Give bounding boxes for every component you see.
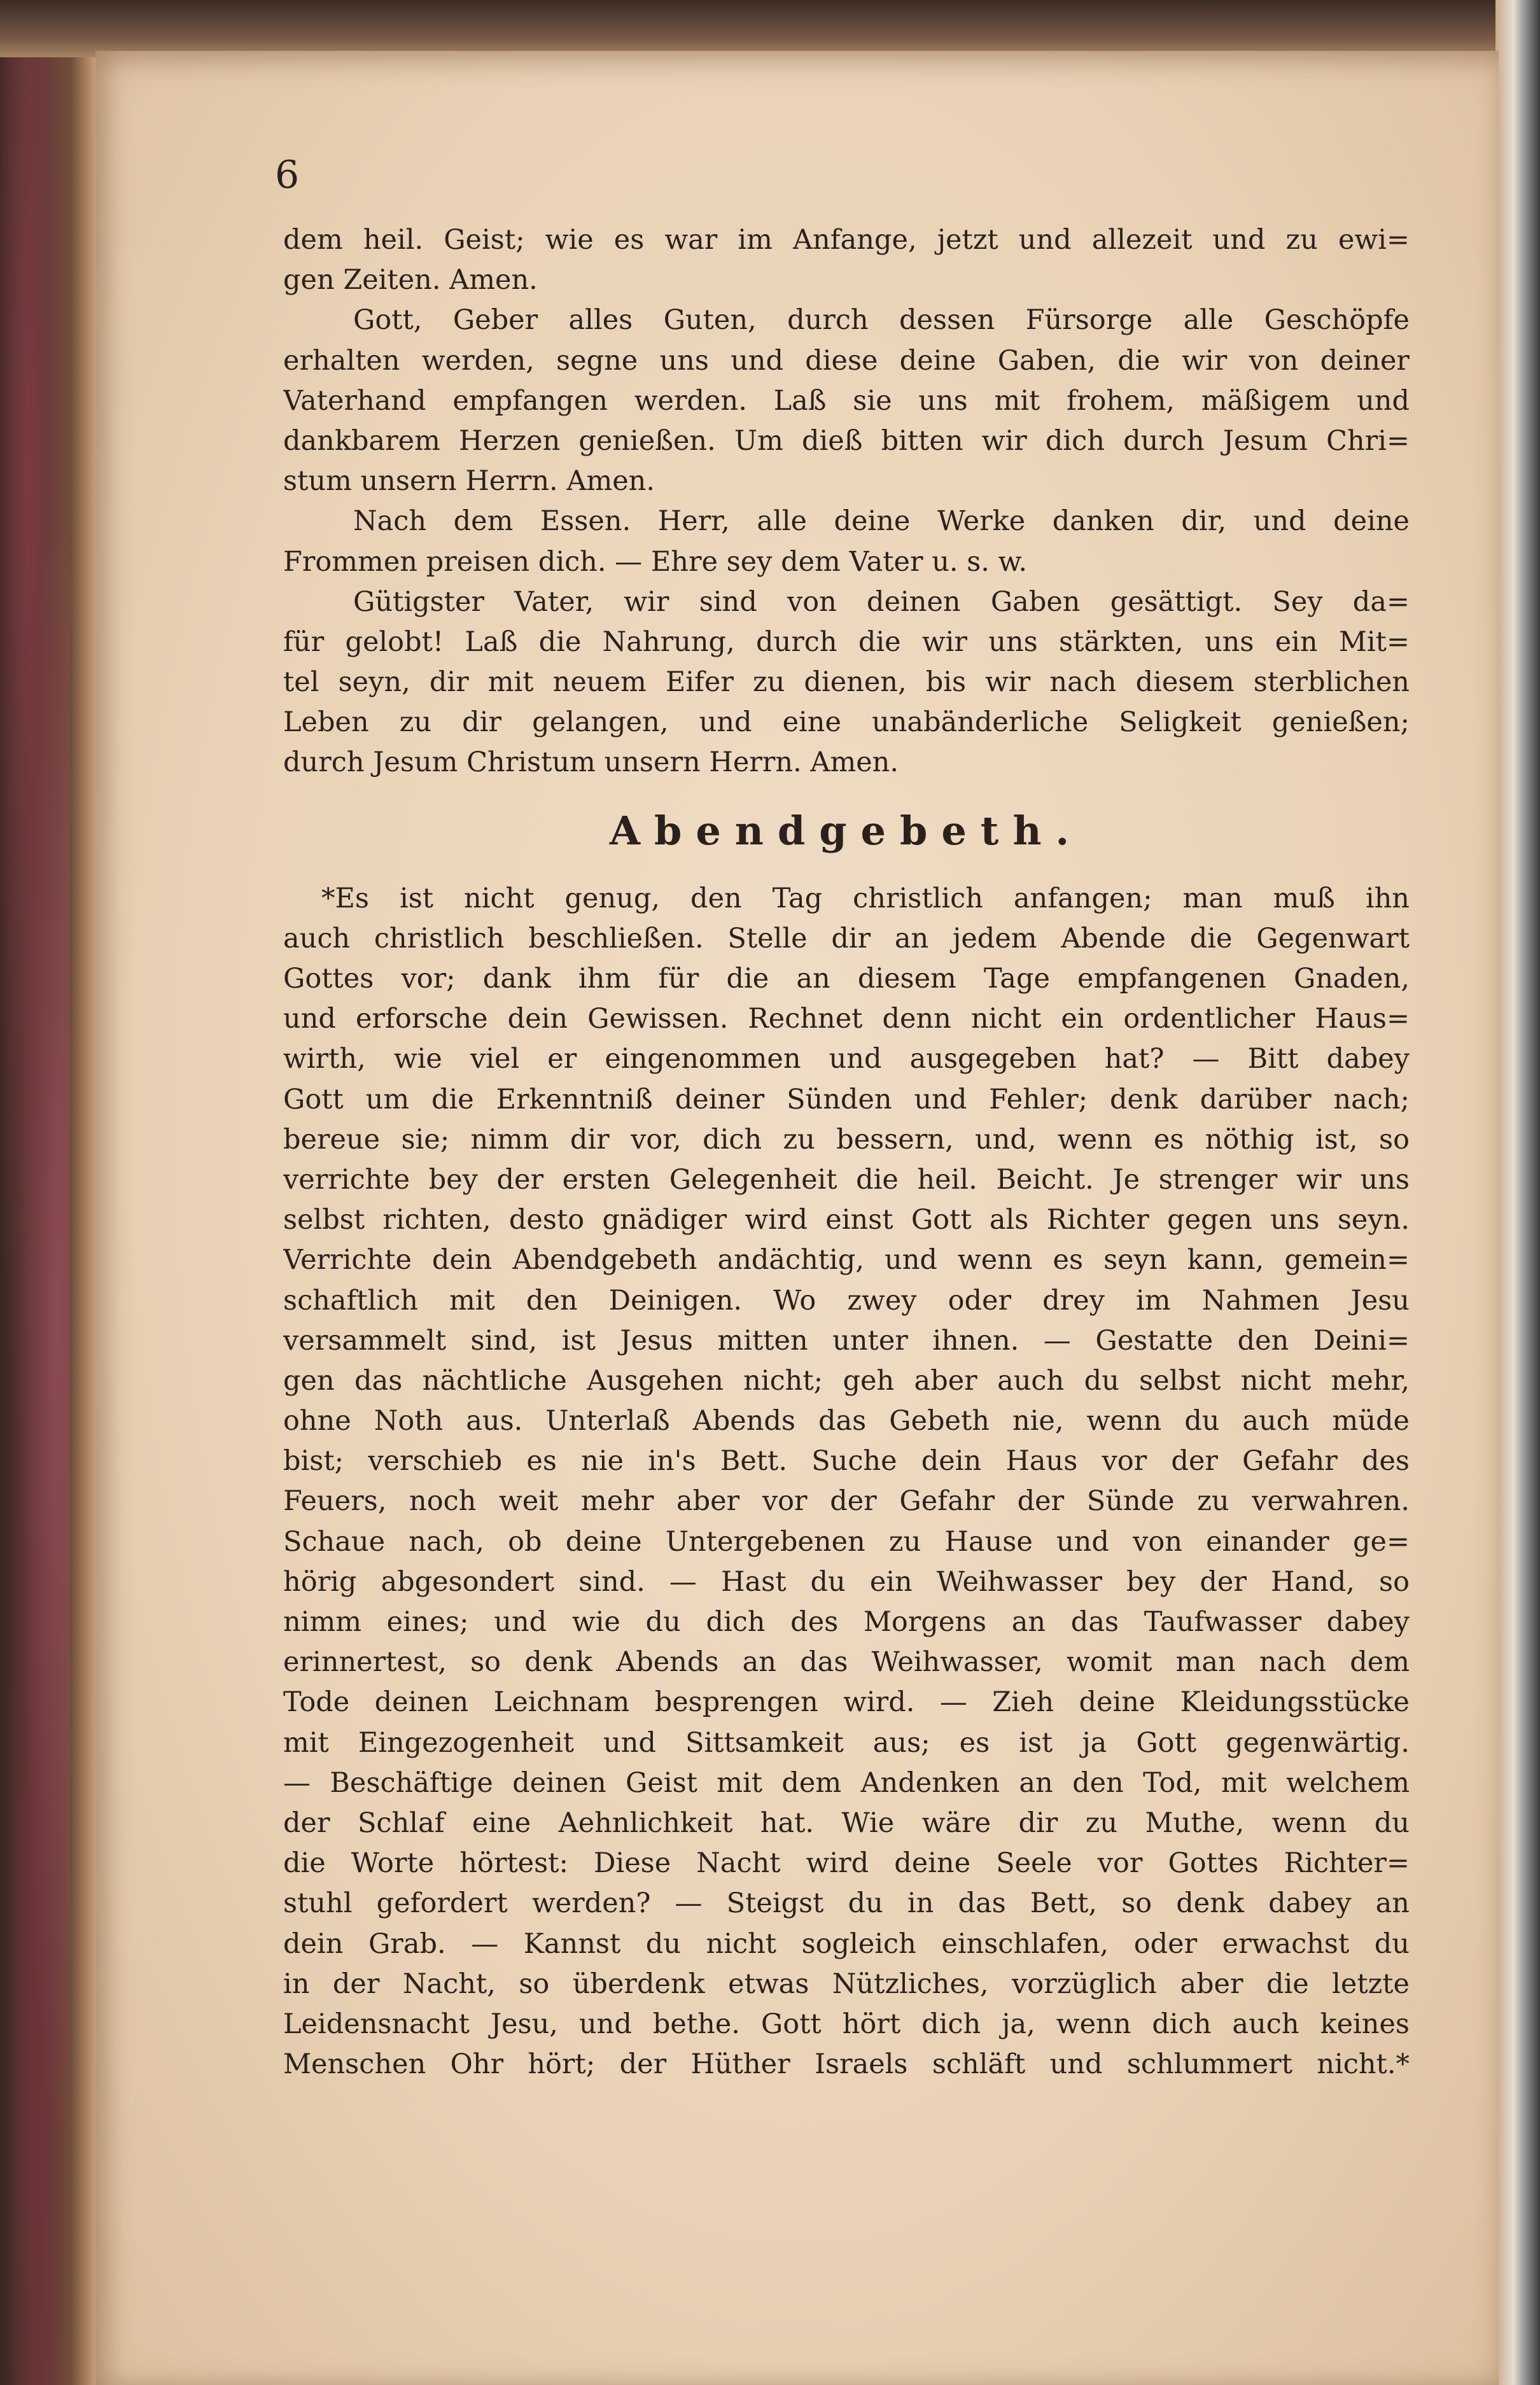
text-line: — Beschäftige deinen Geist mit dem Andenken an den Tod, mit welchem <box>283 1766 1410 1799</box>
page-body <box>283 220 1410 2085</box>
text-line: nimm eines; und wie du dich des Morgens an das Taufwasser dabey <box>283 1606 1410 1638</box>
text-line: Schaue nach, ob deine Untergebenen zu Hause und von einander ge= <box>283 1525 1410 1558</box>
text-line: mit Eingezogenheit und Sittsamkeit aus; es ist ja Gott gegenwärtig. <box>283 1726 1410 1759</box>
text-line: verrichte bey der ersten Gelegenheit die heil. Beicht. Je strenger wir uns <box>283 1163 1410 1196</box>
text-line: dem heil. Geist; wie es war im Anfange, jetzt und allezeit und zu ewi= <box>283 224 1410 256</box>
cover-edge <box>70 0 95 2385</box>
text-line: Gottes vor; dank ihm für die an diesem Tage empfangenen Gnaden, <box>283 963 1410 995</box>
text-line: hörig abgesondert sind. — Hast du ein Weihwasser bey der Hand, so <box>283 1565 1410 1598</box>
text-line: ohne Noth aus. Unterlaß Abends das Gebeth nie, wenn du auch müde <box>283 1405 1410 1437</box>
text-line: Tode deinen Leichnam besprengen wird. — Zieh deine Kleidungsstücke <box>283 1686 1410 1719</box>
text-line: in der Nacht, so überdenk etwas Nützliches, vorzüglich aber die letzte <box>283 1968 1410 2000</box>
text-line: erinnertest, so denk Abends an das Weihwasser, womit man nach dem <box>283 1646 1410 1679</box>
text-line: und erforsche dein Gewissen. Rechnet denn nicht ein ordentlicher Haus= <box>283 1003 1410 1035</box>
text-line: *Es ist nicht genug, den Tag christlich anfangen; man muß ihn <box>321 882 1410 914</box>
text-line: Gütigster Vater, wir sind von deinen Gaben gesättigt. Sey da= <box>353 585 1410 618</box>
text-line: versammelt sind, ist Jesus mitten unter ihnen. — Gestatte den Deini= <box>283 1324 1410 1357</box>
top-cover-edge <box>0 0 1540 57</box>
text-line: die Worte hörtest: Diese Nacht wird deine Seele vor Gottes Richter= <box>283 1847 1410 1880</box>
text-line: Leidensnacht Jesu, und bethe. Gott hört dich ja, wenn dich auch keines <box>283 2008 1410 2040</box>
text-line: tel seyn, dir mit neuem Eifer zu dienen, bis wir nach diesem sterblichen <box>283 666 1410 699</box>
text-line: der Schlaf eine Aehnlichkeit hat. Wie wäre dir zu Muthe, wenn du <box>283 1807 1410 1839</box>
text-line: gen Zeiten. Amen. <box>283 264 538 297</box>
text-line: Menschen Ohr hört; der Hüther Israels schläft und schlummert nicht.* <box>283 2048 1410 2081</box>
text-line: Frommen preisen dich. — Ehre sey dem Vater u. s. w. <box>283 545 1027 578</box>
text-line: dein Grab. — Kannst du nicht sogleich einschlafen, oder erwachst du <box>283 1927 1410 1960</box>
text-line: erhalten werden, segne uns und diese deine Gaben, die wir von deiner <box>283 344 1410 377</box>
text-line: Verrichte dein Abendgebeth andächtig, und wenn es seyn kann, gemein= <box>283 1244 1410 1276</box>
text-line: für gelobt! Laß die Nahrung, durch die wir uns stärkten, uns ein Mit= <box>283 626 1410 658</box>
text-line: Vaterhand empfangen werden. Laß sie uns mit frohem, mäßigem und <box>283 384 1410 417</box>
text-line: dankbarem Herzen genießen. Um dieß bitten wir dich durch Jesum Chri= <box>283 424 1410 457</box>
text-line: Feuers, noch weit mehr aber vor der Gefahr der Sünde zu verwahren. <box>283 1485 1410 1518</box>
text-line: Leben zu dir gelangen, und eine unabänderliche Seligkeit genießen; <box>283 706 1410 739</box>
text-line: wirth, wie viel er eingenommen und ausgegeben hat? — Bitt dabey <box>283 1043 1410 1075</box>
text-line: Gott, Geber alles Guten, durch dessen Fürsorge alle Geschöpfe <box>353 304 1410 337</box>
text-line: stum unsern Herrn. Amen. <box>283 465 655 498</box>
text-line: gen das nächtliche Ausgehen nicht; geh aber auch du selbst nicht mehr, <box>283 1364 1410 1397</box>
page-stack-edge <box>1495 0 1540 2385</box>
text-line: bist; verschieb es nie in's Bett. Suche dein Haus vor der Gefahr des <box>283 1445 1410 1478</box>
text-line: Gott um die Erkenntniß deiner Sünden und Fehler; denk darüber nach; <box>283 1083 1410 1116</box>
text-line: Nach dem Essen. Herr, alle deine Werke danken dir, und deine <box>353 505 1410 538</box>
text-line: durch Jesum Christum unsern Herrn. Amen. <box>283 746 899 779</box>
page-number: 6 <box>275 153 300 197</box>
text-line: selbst richten, desto gnädiger wird einst Gott als Richter gegen uns seyn. <box>283 1204 1410 1236</box>
text-line: schaftlich mit den Deinigen. Wo zwey oder drey im Nahmen Jesu <box>283 1284 1410 1317</box>
text-line: bereue sie; nimm dir vor, dich zu bessern, und, wenn es nöthig ist, so <box>283 1123 1410 1156</box>
text-line: auch christlich beschließen. Stelle dir an jedem Abende die Gegenwart <box>283 922 1410 955</box>
text-line: stuhl gefordert werden? — Steigst du in das Bett, so denk dabey an <box>283 1887 1410 1920</box>
section-title: Abendgebeth. <box>609 807 1084 854</box>
